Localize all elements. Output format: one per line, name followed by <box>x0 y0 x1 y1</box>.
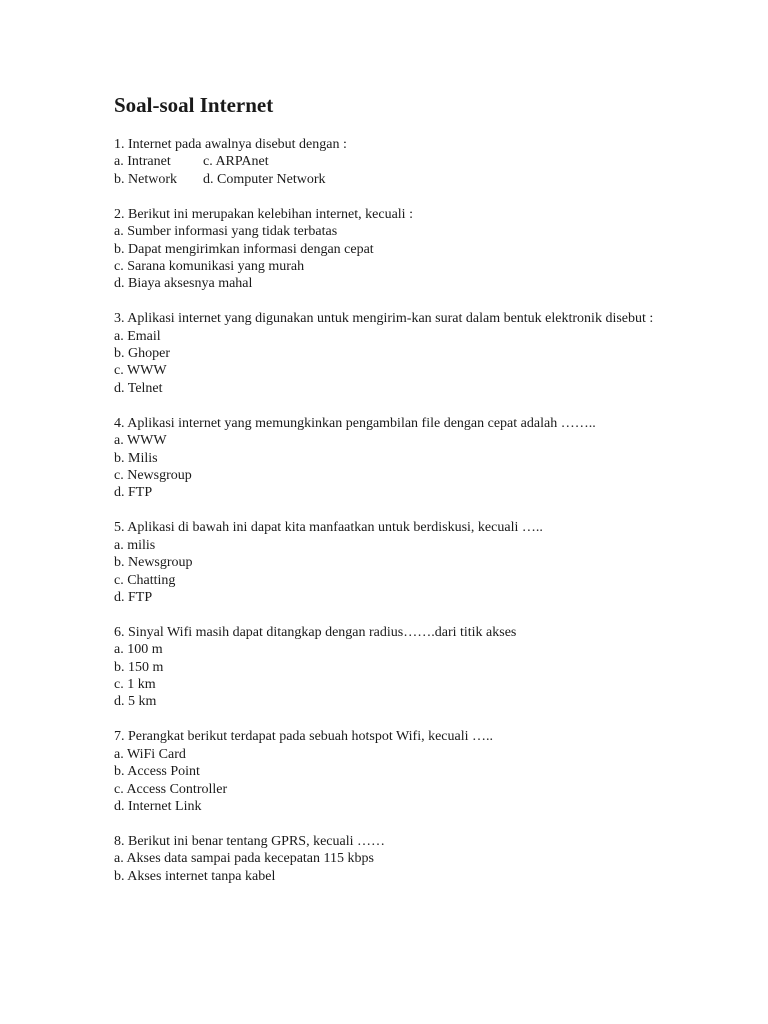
option-a: a. 100 m <box>114 642 163 658</box>
question-stem: 1. Internet pada awalnya disebut dengan : <box>114 137 347 152</box>
option-b: b. Ghoper <box>114 346 170 362</box>
option-d: d. Computer Network <box>203 171 326 187</box>
question-2 <box>114 206 674 293</box>
option-a: a. milis <box>114 537 156 553</box>
option-a: a. Intranet <box>114 154 171 170</box>
question-stem: 7. Perangkat berikut terdapat pada sebuah hotspot Wifi, kecuali ….. <box>114 729 494 745</box>
question-1 <box>114 136 674 188</box>
document-page <box>114 88 674 903</box>
option-d: d. FTP <box>114 589 153 605</box>
option-c: c. Newsgroup <box>114 468 192 483</box>
option-c: c. Sarana komunikasi yang murah <box>114 258 305 274</box>
question-6 <box>114 624 674 711</box>
option-c: c. Chatting <box>114 572 176 588</box>
option-d: d. Internet Link <box>114 799 202 814</box>
question-3 <box>114 310 674 397</box>
option-c: c. Access Controller <box>114 781 228 797</box>
question-8 <box>114 833 674 885</box>
question-stem: 3. Aplikasi internet yang digunakan untuk mengirim-kan surat dalam bentuk elektronik disebut : <box>114 311 654 327</box>
option-b: b. Newsgroup <box>114 555 193 571</box>
question-stem: 2. Berikut ini merupakan kelebihan internet, kecuali : <box>114 206 413 222</box>
option-a: a. WWW <box>114 433 167 449</box>
page-title: Soal-soal Internet <box>114 93 274 117</box>
question-7 <box>114 728 674 815</box>
option-b: b. Akses internet tanpa kabel <box>114 868 276 884</box>
option-a: a. Sumber informasi yang tidak terbatas <box>114 224 338 240</box>
option-a: a. Akses data sampai pada kecepatan 115 kbps <box>114 851 374 867</box>
option-b: b. Network <box>114 171 177 187</box>
option-d: d. Telnet <box>114 380 163 396</box>
option-c: c. WWW <box>114 363 167 379</box>
option-b: b. Dapat mengirimkan informasi dengan cepat <box>114 241 374 257</box>
option-row <box>114 153 674 170</box>
option-d: d. FTP <box>114 485 153 501</box>
question-stem: 6. Sinyal Wifi masih dapat ditangkap dengan radius…….dari titik akses <box>114 624 517 640</box>
question-5 <box>114 519 674 606</box>
option-b: b. Access Point <box>114 764 200 780</box>
question-stem: 5. Aplikasi di bawah ini dapat kita manfaatkan untuk berdiskusi, kecuali ….. <box>114 520 543 536</box>
option-b: b. Milis <box>114 450 158 466</box>
question-4 <box>114 415 674 502</box>
option-a: a. WiFi Card <box>114 746 186 762</box>
option-d: d. 5 km <box>114 694 157 710</box>
option-b: b. 150 m <box>114 659 164 675</box>
option-d: d. Biaya aksesnya mahal <box>114 276 253 292</box>
question-stem: 8. Berikut ini benar tentang GPRS, kecuali …… <box>114 833 386 849</box>
option-c: c. 1 km <box>114 677 156 693</box>
question-stem: 4. Aplikasi internet yang memungkinkan pengambilan file dengan cepat adalah …….. <box>114 415 596 431</box>
option-a: a. Email <box>114 328 161 344</box>
option-row <box>114 171 674 188</box>
option-c: c. ARPAnet <box>203 154 269 170</box>
